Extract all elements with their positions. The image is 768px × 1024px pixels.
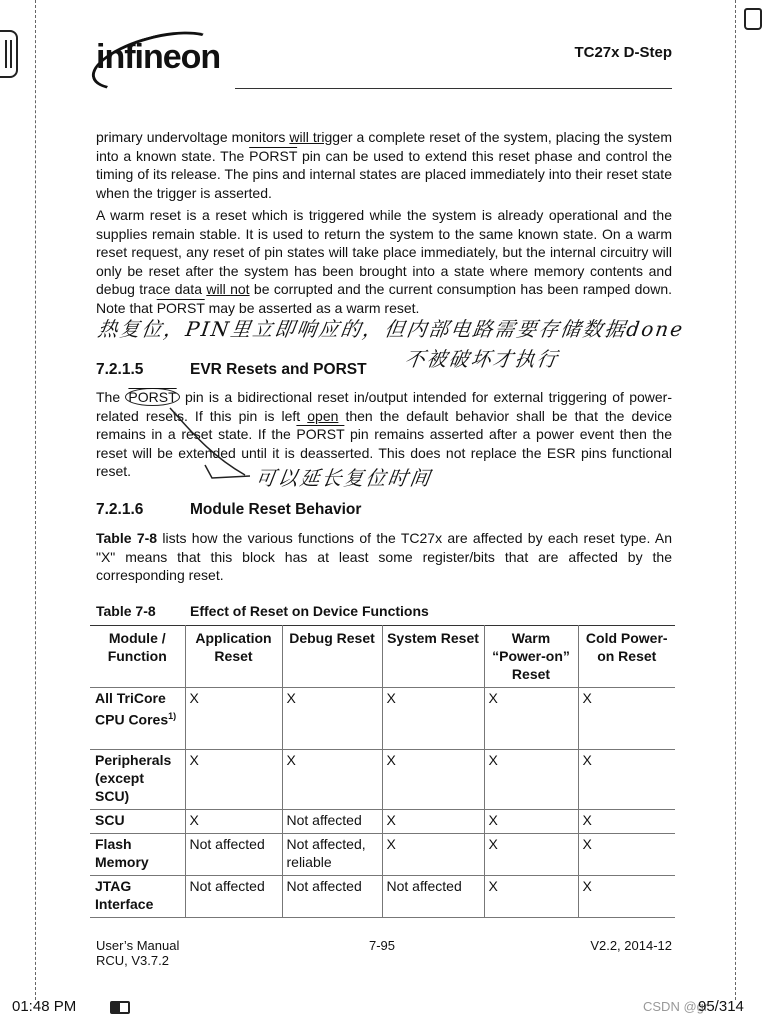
paragraph-evr: The PORST pin is a bidirectional reset in/output intended for external triggering of power-related resets. If this pin is left open then the default behavior shall be that the device remains in a reset state. If the PORST pin remains asserted after a power event then the reset will be extended until it is deasserted. This does not replace the ESR pins functional reset.: [96, 389, 672, 479]
column-header: Application Reset: [185, 626, 282, 688]
infineon-logo: infineon: [96, 38, 221, 76]
table-cell: X: [282, 688, 382, 750]
table-cell: X: [484, 810, 578, 834]
row-header: Flash Memory: [90, 834, 185, 876]
column-header: Module / Function: [90, 626, 185, 688]
battery-icon: [110, 1001, 130, 1014]
table-cell: X: [578, 810, 675, 834]
table-cell: Not affected: [282, 876, 382, 918]
status-page-count[interactable]: 95/314: [698, 998, 744, 1015]
table-cell: X: [185, 810, 282, 834]
toolbar-toggle-icon[interactable]: [0, 30, 18, 78]
table-cell: X: [282, 750, 382, 810]
handwritten-note-2: 可以延长复位时间: [254, 466, 434, 490]
column-header: Cold Power-on Reset: [578, 626, 675, 688]
column-header: Debug Reset: [282, 626, 382, 688]
doc-title: TC27x D-Step: [574, 44, 672, 61]
footer-manual: User’s Manual RCU, V3.7.2: [96, 938, 180, 968]
table-cell: X: [578, 834, 675, 876]
handwritten-note-1: 热复位，PIN里立即响应的，但内部电路需要存储数据done: [96, 317, 686, 341]
page-margin-left: [35, 0, 36, 1000]
table-cell: X: [578, 750, 675, 810]
section-heading-7-2-1-6: 7.2.1.6 Module Reset Behavior: [96, 501, 362, 518]
reset-effect-table: [90, 625, 675, 918]
column-header: System Reset: [382, 626, 484, 688]
table-cell: X: [484, 834, 578, 876]
header-rule: [235, 88, 672, 89]
row-header: All TriCore CPU Cores$^{1)}$: [90, 688, 185, 750]
page-margin-right: [735, 0, 736, 1000]
bookmark-icon[interactable]: [744, 8, 762, 30]
row-header: SCU: [90, 810, 185, 834]
table-row: [90, 810, 675, 834]
table-cell: X: [382, 750, 484, 810]
table-cell: X: [185, 688, 282, 750]
row-header: JTAG Interface: [90, 876, 185, 918]
table-cell: X: [484, 876, 578, 918]
table-cell: Not affected: [382, 876, 484, 918]
watermark: CSDN @gr: [643, 999, 709, 1014]
table-caption: Table 7-8 Effect of Reset on Device Functions: [96, 603, 429, 619]
table-cell: Not affected, reliable: [282, 834, 382, 876]
table-cell: X: [382, 834, 484, 876]
paragraph-module-reset: Table 7-8 lists how the various functions of the TC27x are affected by each reset type. An "X" means that this block has at least some register/bits that are affected by the corresponding reset.: [96, 530, 672, 583]
paragraph-2: A warm reset is a reset which is triggered while the system is already operational and the supplies remain stable. It is used to return the system to the same known state. On a warm reset request, any reset of pin states will take place immediately, but the internal circuitry will only be reset after the system has been brought into a state where memory contents and debug trace data will not be corrupted and the current consumption has been ramped down. Note that PORST may be asserted as a warm reset.: [96, 207, 672, 316]
footer-page-number: 7-95: [369, 938, 396, 953]
table-cell: X: [578, 876, 675, 918]
table-row: [90, 688, 675, 750]
table-row: [90, 876, 675, 918]
table-cell: X: [185, 750, 282, 810]
handwritten-note-1b: 不被破坏才执行: [403, 347, 561, 371]
table-cell: X: [484, 688, 578, 750]
table-cell: X: [382, 810, 484, 834]
annotation-arrow: [150, 400, 260, 490]
table-row: [90, 750, 675, 810]
footer-version: V2.2, 2014-12: [590, 938, 672, 953]
table-cell: X: [382, 688, 484, 750]
paragraph-1: primary undervoltage monitors will trigger a complete reset of the system, placing the system into a known state. The PORST pin can be used to extend this reset phase and control the timing of its release. The pins and internal states are placed immediately into their reset state when the trigger is asserted.: [96, 129, 672, 201]
table-cell: Not affected: [282, 810, 382, 834]
row-header: Peripherals (except SCU): [90, 750, 185, 810]
table-cell: Not affected: [185, 834, 282, 876]
section-heading-7-2-1-5: 7.2.1.5 EVR Resets and PORST: [96, 361, 367, 378]
table-header-row: [90, 626, 675, 688]
status-time: 01:48 PM: [12, 998, 77, 1015]
table-cell: Not affected: [185, 876, 282, 918]
table-cell: X: [578, 688, 675, 750]
table-row: [90, 834, 675, 876]
table-cell: X: [484, 750, 578, 810]
column-header: Warm “Power-on” Reset: [484, 626, 578, 688]
